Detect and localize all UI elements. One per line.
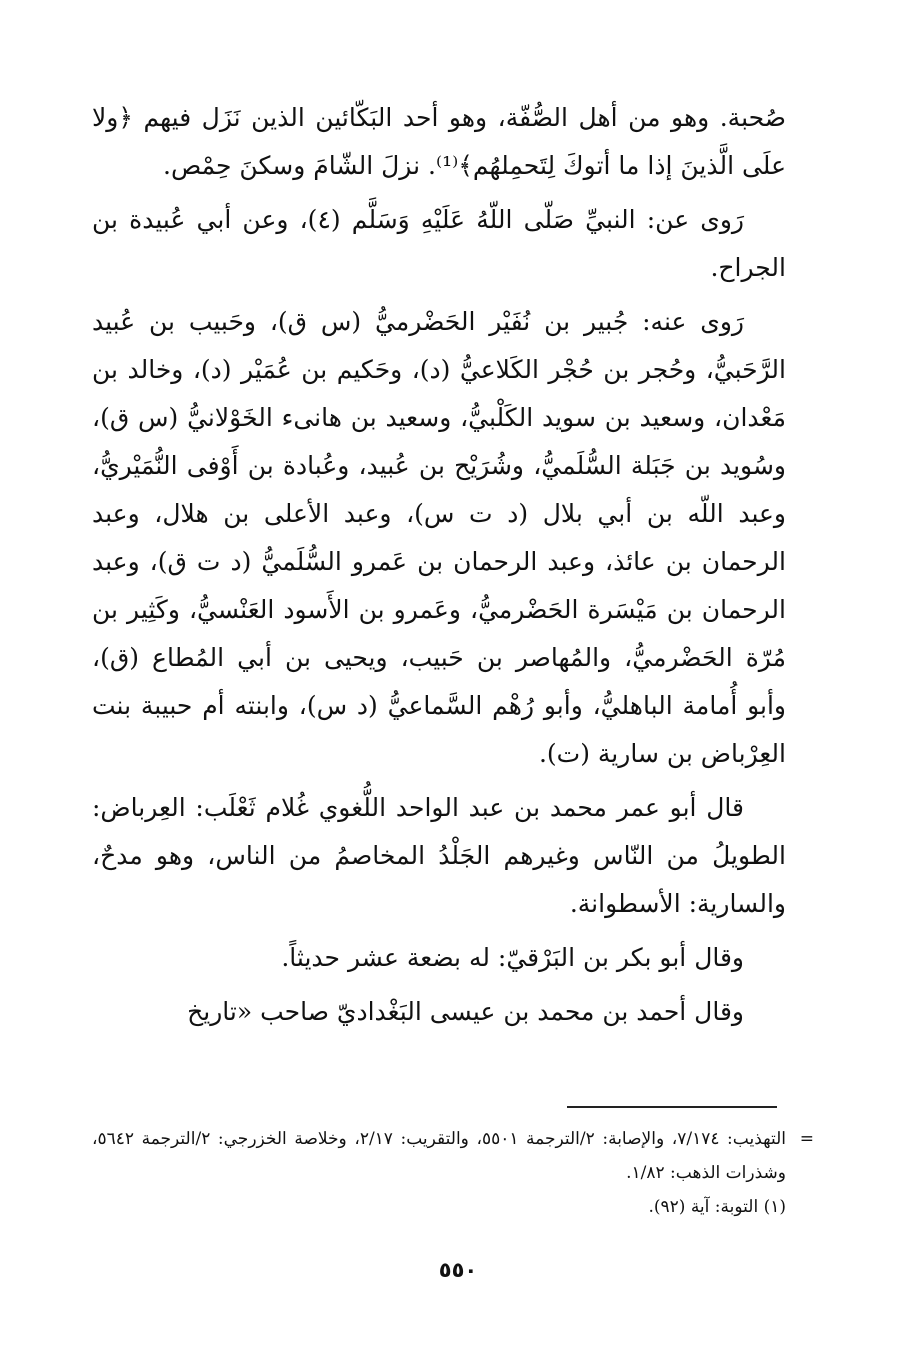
paragraph-narrated-from: رَوى عن: النبيِّ صَلّى اللّهُ عَلَيْهِ وَسَلَّم (٤)، وعن أبي عُبيدة بن الجراح. (92, 205, 786, 282)
footnote-1: (١) التوبة: آية (٩٢). (648, 1197, 786, 1217)
paragraph-continuation: وقال أحمد بن محمد بن عيسى البَغْداديّ صاحب «تاريخ (187, 997, 744, 1026)
footnotes (92, 1122, 814, 1224)
footnote-continuation-block (92, 1122, 814, 1190)
footnote-continuation: التهذيب: ٧/١٧٤، والإصابة: ٢/الترجمة ٥٥٠١، والتقريب: ٢/١٧، وخلاصة الخزرجي: ٢/الترجمة ٥٦٤٢، وشذرات الذهب: ١/٨٢. (92, 1129, 786, 1183)
paragraph-definition: قال أبو عمر محمد بن عبد الواحد اللُّغوي غُلام ثَعْلَب: العِرباض: الطويلُ من النّاس وغيرهم الجَلْدُ المخاصمُ من الناس، وهو مدحٌ، والسارية: الأسطوانة. (92, 793, 786, 918)
paragraph-narrated-by: رَوى عنه: جُبير بن نُفَيْر الحَضْرميُّ (س ق)، وحَبيب بن عُبيد الرَّحَبيُّ، وحُجر بن حُجْر الكَلاعيُّ (د)، وحَكيم بن عُمَيْر (د)، وخالد بن مَعْدان، وسعيد بن سويد الكَلْبيُّ، وسعيد بن هانىء الخَوْلانيُّ (س ق)، وسُويد بن جَبَلة السُّلَميُّ، وشُرَيْح بن عُبيد، وعُبادة بن أَوْفى النُّمَيْريُّ، وعبد اللّه بن أبي بلال (د ت س)، وعبد الأعلى بن هلال، وعبد الرحمان بن عائذ، وعبد الرحمان بن عَمرو السُّلَميُّ (د ت ق)، وعبد الرحمان بن مَيْسَرة الحَضْرميُّ، وعَمرو بن الأَسود العَنْسيُّ، وكَثِير بن مُرّة الحَضْرميُّ، والمُهاصر بن حَبيب، ويحيى بن أبي المُطاع (ق)، وأبو أُمامة الباهليُّ، وأبو رُهْم السَّماعيُّ (د س)، وابنته أم حبيبة بنت العِرْباض بن سارية (ت). (92, 307, 786, 768)
main-text (92, 94, 786, 1042)
paragraph-intro: صُحبة. وهو من أهل الصُّفّة، وهو أحد البَكّائين الذين نَزَل فيهم ﴿ولا علَى الَّذينَ إذا ما أتوكَ لِتَحمِلهُم﴾⁽¹⁾. نزلَ الشّامَ وسكنَ حِمْص. (92, 103, 786, 180)
page-number: ٥٥٠ (438, 1258, 478, 1282)
paragraph-hadith-count: وقال أبو بكر بن البَرْقيّ: له بضعة عشر حديثاً. (281, 943, 744, 972)
footnote-continuation-mark: = (799, 1129, 814, 1149)
footnote-divider (567, 1106, 777, 1108)
